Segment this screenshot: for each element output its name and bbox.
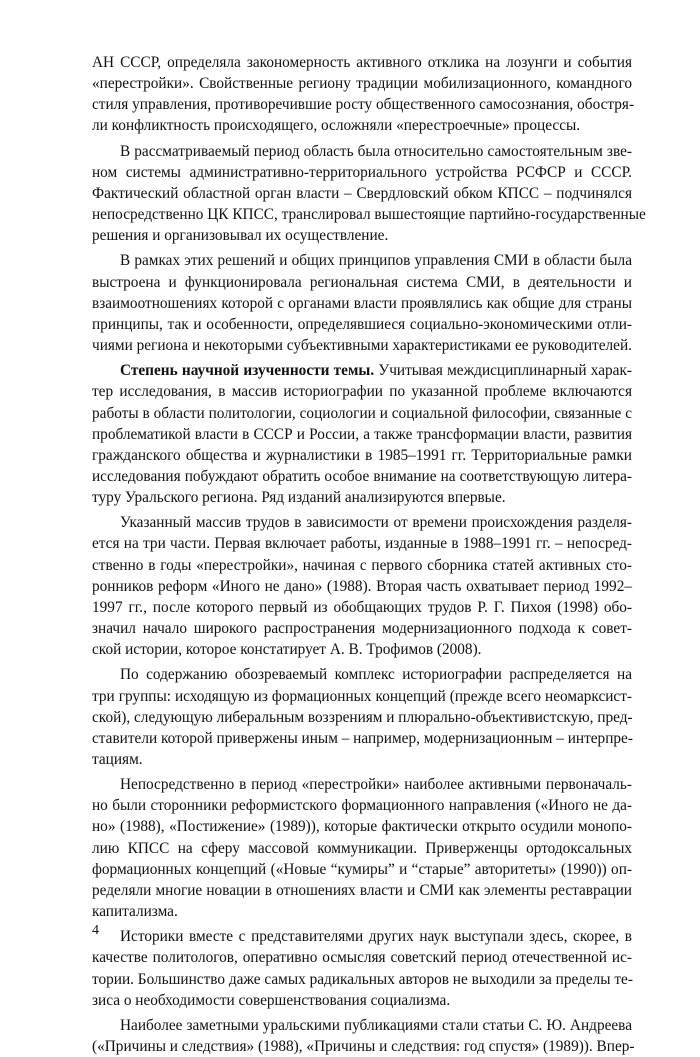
document-body	[92, 52, 646, 1057]
line-text: Фактический областной орган власти – Свердловский обком КПСС – подчинялся	[92, 184, 632, 202]
text-line	[92, 445, 632, 466]
text-line	[92, 466, 632, 487]
line-text: ется на три части. Первая включает работы, изданные в 1988–1991 гг. – непосред-	[92, 535, 632, 553]
text-line	[92, 183, 632, 204]
line-text: Учитывая междисциплинарный харак-	[374, 362, 632, 380]
text-line	[92, 926, 632, 947]
paragraph	[92, 1015, 635, 1057]
line-text: зиса о необходимости совершенствования социализма.	[92, 991, 451, 1009]
line-text: 1997 гг., после которого первый из обобщающих трудов Р. Г. Пихоя (1998) обо-	[92, 598, 632, 616]
text-line	[92, 686, 632, 707]
text-line	[92, 424, 632, 445]
paragraph	[92, 360, 632, 508]
text-line	[92, 707, 632, 728]
text-line	[92, 576, 632, 597]
line-text: взаимоотношениях которой с органами власти проявлялись как общие для страны	[92, 294, 632, 312]
text-line	[92, 555, 632, 576]
line-text: исследования побуждают обратить особое внимание на соответствующую литера-	[92, 467, 632, 485]
text-line	[92, 795, 632, 816]
line-text: «перестройки». Свойственные региону традиции мобилизационного, командного	[92, 75, 632, 93]
line-text: («Причины и следствия» (1988), «Причины и следствия: год спустя» (1989)). Впер-	[92, 1038, 635, 1056]
text-line	[92, 597, 632, 618]
line-text: но были сторонники реформистского формационного направления («Иного не да-	[92, 797, 632, 815]
text-line	[92, 73, 632, 94]
text-line	[92, 52, 632, 73]
line-text: качестве политологов, оперативно осмысляя советский период отечественной ис-	[92, 949, 632, 967]
line-text: непосредственно ЦК КПСС, транслировал вышестоящие партийно-государственные	[92, 206, 646, 224]
text-line	[92, 381, 632, 402]
line-text: работы в области политологии, социологии и социальной философии, связанные с	[92, 404, 632, 422]
paragraph	[92, 512, 632, 660]
text-line	[92, 859, 632, 880]
text-line	[92, 403, 632, 424]
line-text: ской истории, которое констатирует А. В. Трофимов (2008).	[92, 641, 482, 659]
paragraph	[92, 774, 632, 922]
text-line	[92, 512, 632, 533]
text-line	[92, 487, 632, 508]
text-line	[92, 225, 632, 246]
line-text: выстроена и функционировала региональная система СМИ, в деятельности и	[92, 273, 632, 291]
text-line	[92, 272, 632, 293]
text-line	[92, 618, 632, 639]
line-text: туру Уральского региона. Ряд изданий анализируются впервые.	[92, 489, 506, 507]
text-line	[92, 204, 646, 225]
text-line	[92, 947, 632, 968]
text-line	[92, 838, 632, 859]
page-number: 4	[92, 923, 99, 938]
line-text: Непосредственно в период «перестройки» наиболее активными первоначаль-	[120, 776, 632, 794]
line-text: проблематикой власти в СССР и России, а также трансформации власти, развития	[92, 425, 632, 443]
text-line	[92, 1015, 632, 1036]
line-text: принципы, так и особенности, определявшиеся социально-экономическими отли-	[92, 315, 632, 333]
text-line	[92, 664, 632, 685]
text-line	[92, 816, 632, 837]
text-line	[92, 1036, 635, 1057]
line-text: ли конфликтность происходящего, осложняли «перестроечные» процессы.	[92, 117, 581, 135]
text-line	[92, 335, 632, 356]
text-line	[92, 749, 632, 770]
line-text: тории. Большинство даже самых радикальных авторов не выходили за пределы те-	[92, 970, 633, 988]
paragraph	[92, 926, 632, 1011]
paragraph	[92, 250, 632, 356]
text-line	[92, 533, 632, 554]
line-text: чиями региона и некоторыми субъективными характеристиками ее руководителей.	[92, 337, 632, 355]
text-line	[92, 162, 632, 183]
line-text: тер исследования, в массив историографии по указанной проблеме включаются	[92, 383, 632, 401]
line-text: В рамках этих решений и общих принципов управления СМИ в области была	[120, 252, 632, 270]
line-text: стиля управления, противоречившие росту общественного самосознания, обостря-	[92, 96, 635, 114]
paragraph	[92, 664, 632, 770]
line-text: Историки вместе с представителями других наук выступали здесь, скорее, в	[120, 928, 632, 946]
line-text: лию КПСС на сферу массовой коммуникации. Приверженцы ортодоксальных	[92, 839, 632, 857]
text-line	[92, 990, 632, 1011]
line-text: ской), следующую либеральным воззрениям и плюрально-объективистскую, пред-	[92, 708, 633, 726]
text-line	[92, 360, 632, 381]
text-line	[92, 94, 635, 115]
line-text: формационных концепций («Новые “кумиры” и “старые” авторитеты» (1990)) оп-	[92, 860, 632, 878]
line-text: значил начало широкого распространения модернизационного подхода к совет-	[92, 620, 632, 638]
line-text: ределяли многие новации в отношениях власти и СМИ как элементы реставрации	[92, 881, 632, 899]
line-text: капитализма.	[92, 903, 178, 921]
line-text: По содержанию обозреваемый комплекс историографии распределяется на	[120, 666, 632, 684]
line-text: В рассматриваемый период область была относительно самостоятельным зве-	[120, 142, 632, 160]
line-text: решения и организовывал их осуществление.	[92, 227, 389, 245]
text-line	[92, 639, 632, 660]
paragraph	[92, 52, 635, 137]
line-text: гражданского общества и журналистики в 1985–1991 гг. Территориальные рамки	[92, 446, 632, 464]
line-text: но» (1988), «Постижение» (1989)), которые фактически открыто осудили монопо-	[92, 818, 632, 836]
text-line	[92, 728, 632, 749]
paragraph	[92, 141, 646, 247]
line-text: три группы: исходящую из формационных концепций (прежде всего неомарксист-	[92, 687, 632, 705]
bold-lead: Степень научной изученности темы.	[120, 362, 375, 380]
line-text: ставители которой привержены иным – например, модернизационным – интерпре-	[92, 729, 633, 747]
line-text: ном системы административно-территориального устройства РСФСР и СССР.	[92, 163, 632, 181]
line-text: Наиболее заметными уральскими публикациями стали статьи С. Ю. Андреева	[120, 1016, 632, 1034]
line-text: ронников реформ «Иного не дано» (1988). Вторая часть охватывает период 1992–	[92, 577, 632, 595]
text-line	[92, 774, 632, 795]
text-line	[92, 115, 632, 136]
line-text: Указанный массив трудов в зависимости от времени происхождения разделя-	[120, 514, 632, 532]
text-line	[92, 314, 632, 335]
text-line	[92, 293, 632, 314]
text-line	[92, 901, 632, 922]
text-line	[92, 969, 632, 990]
text-line	[92, 141, 632, 162]
text-line	[92, 250, 632, 271]
text-line	[92, 880, 632, 901]
line-text: АН СССР, определяла закономерность активного отклика на лозунги и события	[92, 54, 632, 71]
line-text: тациям.	[92, 751, 143, 768]
line-text: ственно в годы «перестройки», начиная с первого сборника статей активных сто-	[92, 556, 632, 574]
